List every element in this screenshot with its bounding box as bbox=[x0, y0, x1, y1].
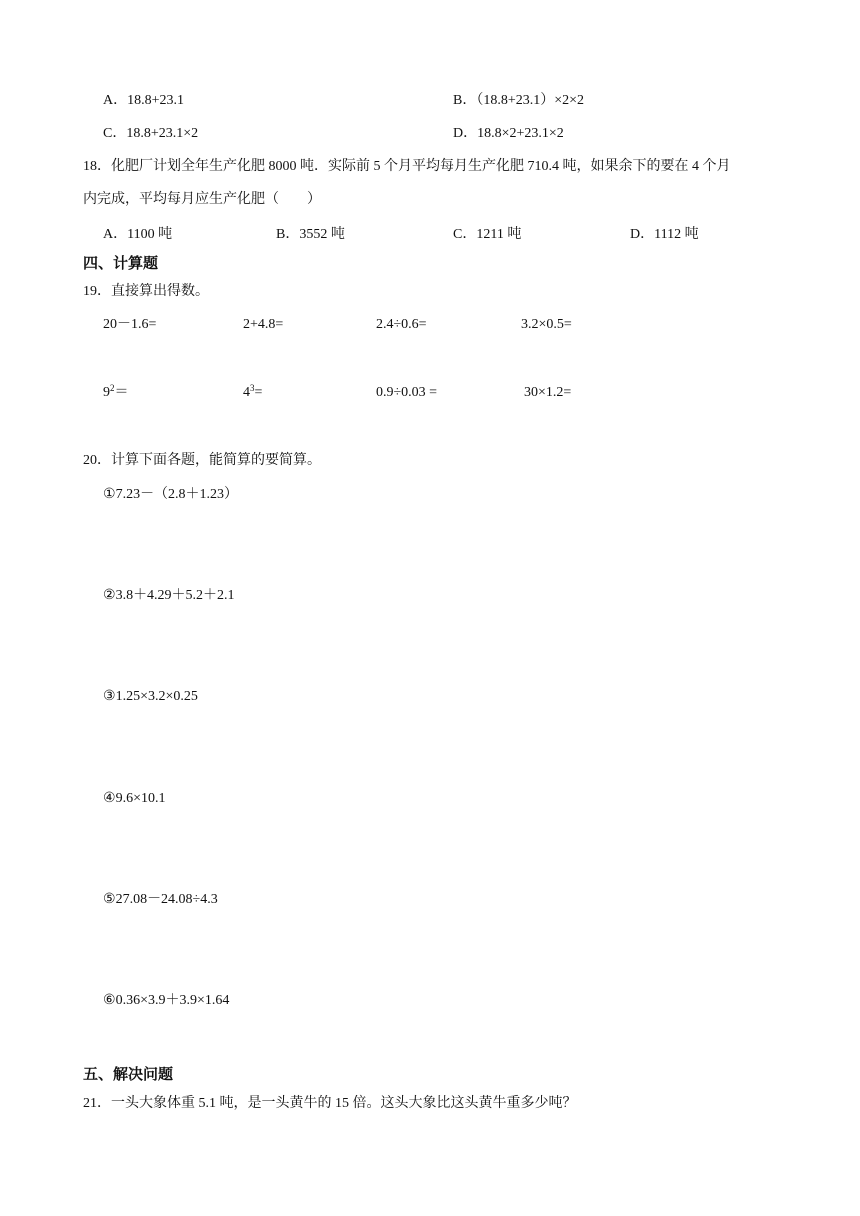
circled-number: ① bbox=[103, 487, 116, 502]
circled-number: ② bbox=[103, 588, 116, 603]
q18-option-d: D．1112 吨 bbox=[630, 227, 699, 242]
q19-item: 20－1.6= bbox=[103, 317, 157, 332]
q19-item: 2+4.8= bbox=[243, 317, 284, 332]
circled-number: ③ bbox=[103, 689, 116, 704]
q19-item: 2.4÷0.6= bbox=[376, 317, 427, 332]
q17-option-d: D．18.8×2+23.1×2 bbox=[453, 126, 564, 141]
q18-option-c: C．1211 吨 bbox=[453, 227, 522, 242]
q20-item-2: ②3.8＋4.29＋5.2＋2.1 bbox=[103, 588, 235, 603]
q20-item-5: ⑤27.08－24.08÷4.3 bbox=[103, 892, 218, 907]
q19-item: 0.9÷0.03 = bbox=[376, 385, 438, 400]
q18-stem-line2: 内完成，平均每月应生产化肥（ ） bbox=[83, 192, 321, 207]
q19-item: 3.2×0.5= bbox=[521, 317, 572, 332]
circled-number: ④ bbox=[103, 791, 116, 806]
section-heading-calculation: 四、计算题 bbox=[83, 254, 159, 272]
q20-item-1: ①7.23－（2.8＋1.23） bbox=[103, 487, 239, 502]
q19-item: 30×1.2= bbox=[524, 385, 572, 400]
q21-stem: 21．一头大象体重 5.1 吨，是一头黄牛的 15 倍。这头大象比这头黄牛重多少吨？ bbox=[83, 1096, 577, 1111]
q17-option-c: C．18.8+23.1×2 bbox=[103, 126, 199, 141]
exponent: 3 bbox=[250, 383, 255, 393]
q20-item-4: ④9.6×10.1 bbox=[103, 791, 166, 806]
exponent: 2 bbox=[110, 383, 115, 393]
section-heading-problem-solving: 五、解决问题 bbox=[83, 1065, 174, 1083]
q18-option-a: A．1100 吨 bbox=[103, 227, 173, 242]
q19-item: $4^3=$ bbox=[243, 383, 263, 400]
q20-item-3: ③1.25×3.2×0.25 bbox=[103, 689, 198, 704]
q18-option-b: B．3552 吨 bbox=[276, 227, 345, 242]
q19-stem: 19．直接算出得数。 bbox=[83, 284, 209, 299]
q17-option-b: B．（18.8+23.1）×2×2 bbox=[453, 93, 585, 108]
circled-number: ⑥ bbox=[103, 993, 116, 1008]
circled-number: ⑤ bbox=[103, 892, 116, 907]
q18-stem-line1: 18．化肥厂计划全年生产化肥 8000 吨．实际前 5 个月平均每月生产化肥 710.4 吨，如果余下的要在 4 个月 bbox=[83, 159, 731, 174]
q19-item: $9^2=$ bbox=[103, 383, 129, 400]
q20-stem: 20．计算下面各题，能简算的要简算。 bbox=[83, 453, 321, 468]
q20-item-6: ⑥0.36×3.9＋3.9×1.64 bbox=[103, 993, 230, 1008]
q17-option-a: A．18.8+23.1 bbox=[103, 93, 185, 108]
